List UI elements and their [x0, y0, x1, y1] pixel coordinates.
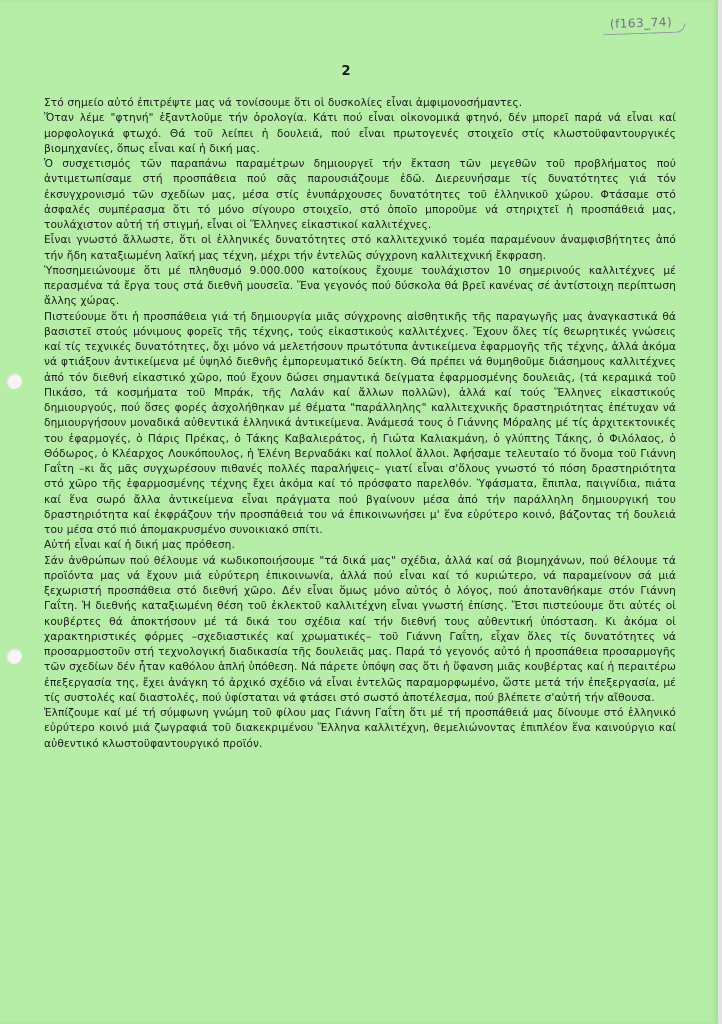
paragraph: Εἶναι γνωστό ἄλλωστε, ὅτι οἱ ἑλληνικές δυνατότητες στό καλλιτεχνικό τομέα παραμένουν ἀναμφισβήτητες ἀπό τήν ἤδη καταξιωμένη λαϊκή μας τέχνη, μέχρι τήν ἐντελῶς σύγχρονη καλλιτεχνική ἔκφραση.: [44, 234, 676, 262]
paragraph: Ὁ συσχετισμός τῶν παραπάνω παραμέτρων δημιουργεῖ τήν ἔκταση τῶν μεγεθῶν τοῦ προβλήματος πού ἀντιμετωπίσαμε στή προσπάθεια πού σᾶς παρουσιάζουμε ἐδῶ. Διερευνήσαμε τίς δυνατότητες γιά τόν ἐκσυγχρονισμό τῶν σχεδίων μας, μέσα στίς ἐνυπάρχουσες δυνατότητες τοῦ ἑλληνικοῦ χώρου. Φτάσαμε στό ἀσφαλές συμπέρασμα ὅτι τό μόνο σίγουρο στοιχεῖο, στό ὁποῖο μποροῦμε νά στηριχτεῖ ἡ προσπάθειά μας, τουλάχιστον αὐτή τή στιγμή, εἶναι οἱ Ἕλληνες εἰκαστικοί καλλιτέχνες.: [44, 158, 676, 231]
paragraph: Στό σημείο αὐτό ἐπιτρέψτε μας νά τονίσουμε ὅτι οἱ δυσκολίες εἶναι ἀμφιμονοσήμαντες.: [44, 97, 523, 109]
archive-reference-note: (f163_74): [593, 8, 690, 37]
punch-hole-bottom: [6, 648, 22, 664]
page-number: 2: [341, 64, 351, 79]
paragraph: Ἐλπίζουμε καί μέ τή σύμφωνη γνώμη τοῦ φίλου μας Γιάννη Γαΐτη ὅτι μέ τή προσπάθειά μας δίνουμε στό ἑλληνικό εὐρύτερο κοινό μιά ζωγραφιά τοῦ διακεκριμένου Ἕλληνα καλλιτέχνη, θεμελιώνοντας ἐπιπλέον ἕνα καινούργιο καί αὐθεντικό κλωστοϋφαντουργικό προϊόν.: [44, 707, 676, 750]
paragraph: Αὐτή εἶναι καί ἡ δική μας πρόθεση.: [44, 539, 235, 552]
punch-hole-top: [6, 373, 22, 389]
document-body: [44, 96, 676, 752]
paragraph: Σάν ἀνθρώπων πού θέλουμε νά κωδικοποιήσουμε "τά δικά μας" σχέδια, ἀλλά καί σά βιομηχάνων, πού θέλουμε τά προϊόντα μας νά ἔχουν μιά εὐρύτερη ἐπικοινωνία, ἀλλά πού εἶναι καί τό κυριώτερο, νά παραμείνουν σά μιά ξεχωριστή προσπάθεια στό διεθνή χῶρο. Δέν εἶναι ὅμως μόνο αὐτός ὁ λόγος, πού ἀποτανθήκαμε στόν Γιάννη Γαΐτη. Ἡ διεθνής καταξιωμένη θέση τοῦ ἐκλεκτοῦ καλλιτέχνη εἶναι γνωστή ἐπίσης. Ἔτσι πιστεύουμε ὅτι αὐτές οἱ κουβέρτες θά ἀποκτήσουν μέ τά δικά του σχέδια καί τήν διεθνή τους αὐθεντική ὑπόσταση. Κι ἀκόμα οἱ χαρακτηριστικές φόρμες –σχεδιαστικές καί χρωματικές– τοῦ Γιάννη Γαΐτη, εἶχαν ὅλες τίς δυνατότητες νά προσαρμοστοῦν στή τεχνολογική διαδικασία τῆς δουλειᾶς μας. Παρά τό γεγονός αὐτό ἡ προσπάθεια προσαρμογῆς τῶν σχεδίων δέν ἦταν καθόλου ἁπλή ὑπόθεση. Νά πάρετε ὑπόψη σας ὅτι ἡ ὕφανση μιᾶς κουβέρτας καί ἡ περαιτέρω ἐπεξεργασία της, ἔχει ἀνάγκη τό ἀρχικό σχέδιο νά εἶναι ἐντελῶς παραμορφωμένο, ὥστε μετά τήν ἐπεξεργασία, μέ τίς συστολές καί διαστολές, πού ὑφίσταται νά φτάσει στό σωστό ἀποτέλεσμα, πού βλέπετε σ'αὐτή τήν αἴθουσα.: [44, 554, 676, 704]
paragraph: Ὅταν λέμε "φτηνή" ἐξαντλοῦμε τήν ὁρολογία. Κάτι πού εἶναι οἰκονομικά φτηνό, δέν μπορεῖ παρά νά εἶναι καί μορφολογικά φτωχό. Θά τοῦ λείπει ἡ δουλειά, πού εἶναι πρωτογενές στοιχεῖο στίς κλωστοϋφαντουργικές βιομηχανίες, ὅπως εἶναι καί ἡ δική μας.: [44, 112, 676, 155]
paragraph: Ὑποσημειώνουμε ὅτι μέ πληθυσμό 9.000.000 κατοίκους ἔχουμε τουλάχιστον 10 σημερινούς καλλιτέχνες μέ περασμένα τά ἔργα τους στά διεθνῆ μουσεῖα. Ἕνα γεγονός πού δύσκολα θά βρεῖ κανένας σέ ἀντίστοιχη περίπτωση ἄλλης χώρας.: [44, 264, 676, 308]
paragraph: Πιστεύουμε ὅτι ἡ προσπάθεια γιά τή δημιουργία μιᾶς σύγχρονης αἰσθητικῆς τῆς παραγωγῆς μας ἀναγκαστικά θά βασιστεῖ στούς μόνιμους φορεῖς τῆς τέχνης, τούς εἰκαστικούς καλλιτέχνες. Ἔχουν ὅλες τίς θεωρητικές γνώσεις καί τίς τεχνικές δυνατότητες, ὄχι μόνο νά μελετήσουν πρωτότυπα ἀντικείμενα ἐφαρμογῆς τῆς τέχνης, ἀλλά ἀκόμα νά φτιάξουν ἀντικείμενα μέ ὑψηλό διεθνῆς ἐμπορευματικό δείκτη. Θά πρέπει νά θυμηθοῦμε διάσημους καλλιτέχνες ἀπό τόν διεθνή εἰκαστικό χῶρο, πού ἔχουν δώσει σημαντικά δείγματα ἐφαρμοσμένης δουλειᾶς, (τά κεραμικά τοῦ Πικάσο, τά κοσμήματα τοῦ Μπράκ, τῆς Λαλάν καί ἄλλων πολλῶν), ἀλλά καί τούς Ἕλληνες εἰκαστικούς δημιουργούς, πού ὅσες φορές ἀσχολήθηκαν μέ θέματα "παράλληλης" καλλιτεχνικῆς δραστηριότητας ἐπέτυχαν νά δημιουργήσουν μοναδικά αὐθεντικά ἑλληνικά ἀντικείμενα. Ἀνάμεσά τους ὁ Γιάννης Μόραλης μέ τίς ἀρχιτεκτονικές του ἐφαρμογές, ὁ Πάρις Πρέκας, ὁ Τάκης Καβαλιεράτος, ἡ Γιώτα Καλιακμάνη, ὁ γλύπτης Τάκης, ὁ Φιλόλαος, ὁ Θόδωρος, ὁ Κλέαρχος Λουκόπουλος, ἡ Ἑλένη Βερναδάκι καί πολλοί ἄλλοι. Ἀφήσαμε τελευταίο τό ὄνομα τοῦ Γιάννη Γαΐτη –κι ἄς μᾶς συγχωρέσουν πιθανές πολλές παραλήψεις– γιατί εἶναι σ'ὅλους γνωστό τό πόση δραστηριότητα στό χῶρο τῆς ἐφαρμοσμένης τέχνης ἔχει ἀκόμα καί τό πρόσφατο παρελθόν. Ὑφάσματα, ἔπιπλα, παιγνίδια, πιάτα καί ἕνα σωρό ἄλλα ἀντικείμενα εἶναι πράγματα πού βγαίνουν μέσα ἀπό τήν παράλληλη δημιουργική του δραστηριότητα καί ἐκφράζουν τήν προσπάθειά του νά ἐπικοινωνήσει μ' ἕνα εὐρύτερο κοινό, βάζοντας τή δουλειά του μέσα στό πιό ἀπομακρυσμένο συνοικιακό σπίτι.: [44, 310, 676, 536]
